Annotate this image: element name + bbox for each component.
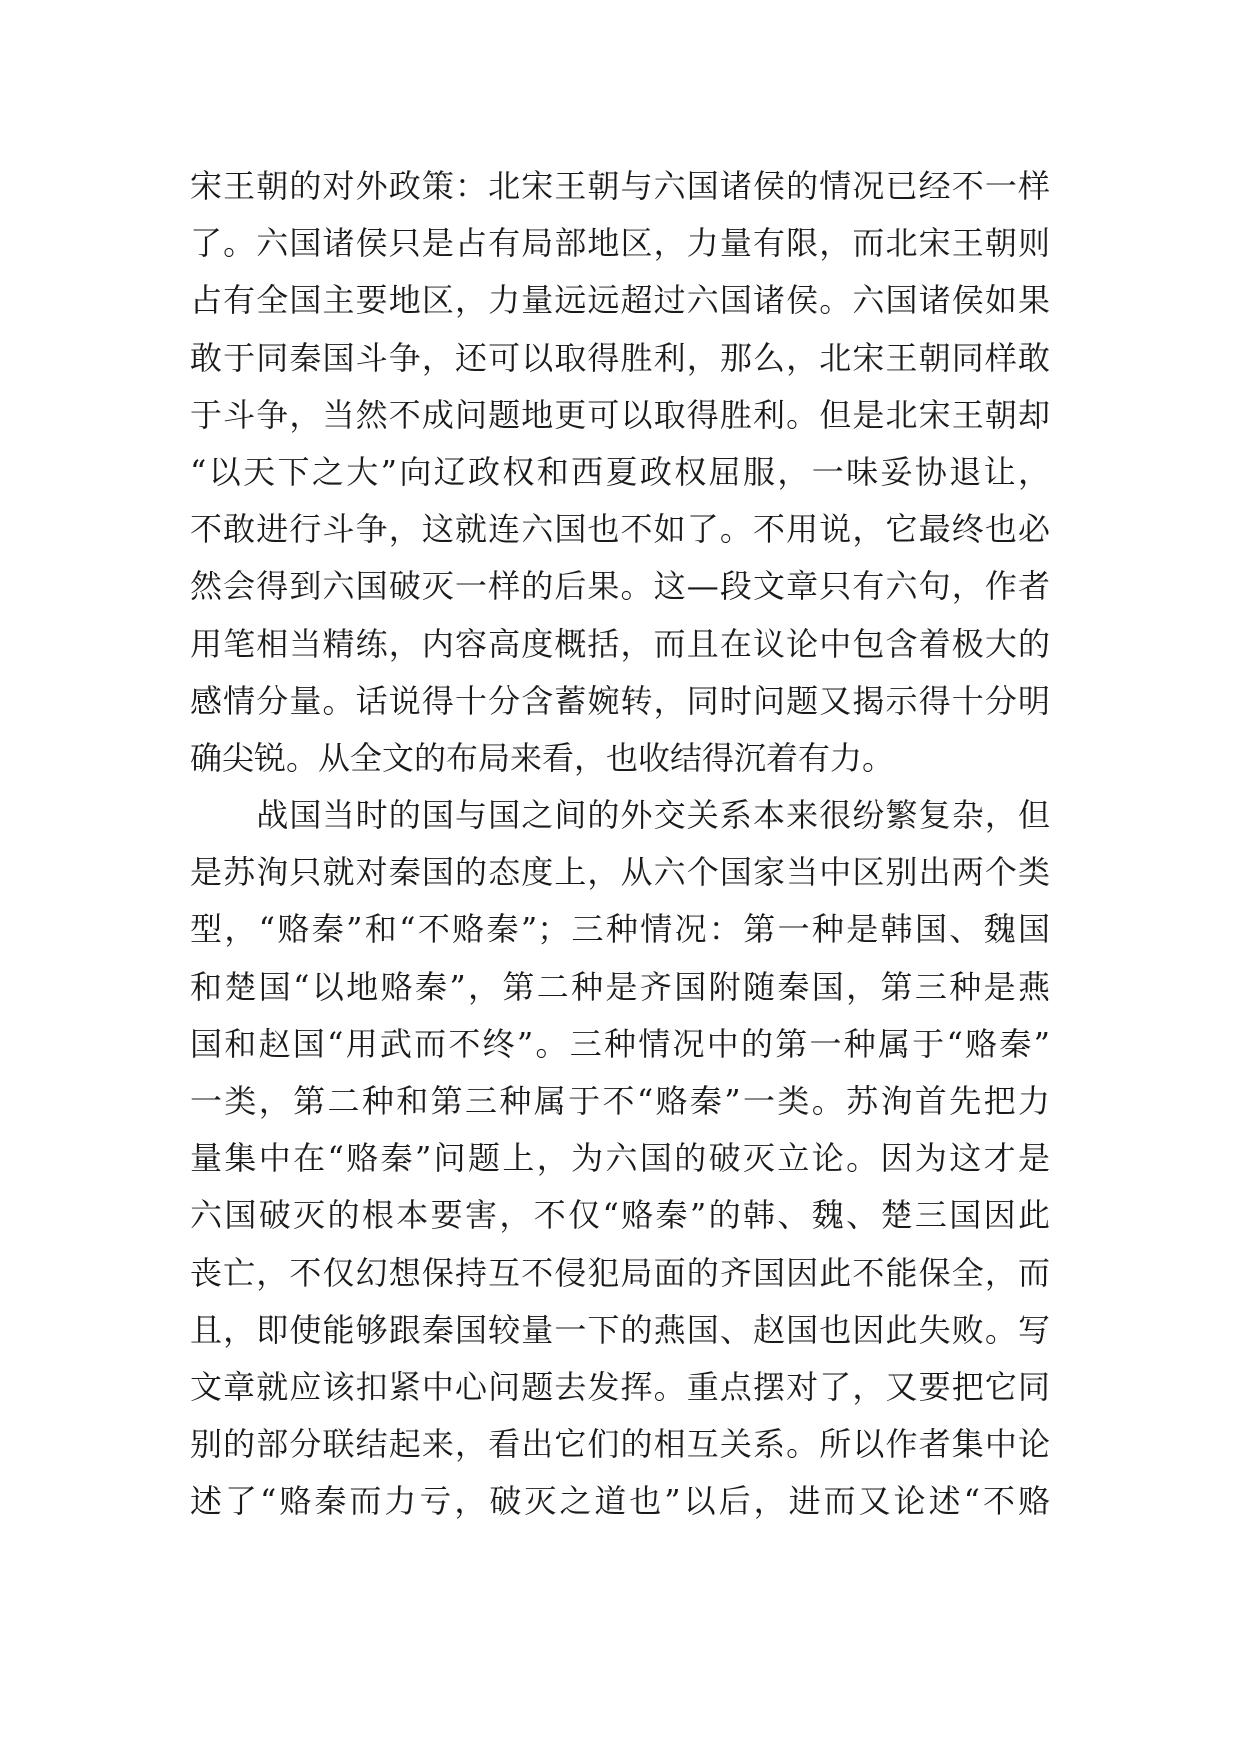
body-text	[190, 158, 1050, 1531]
text-line: 然会得到六国破灭一样的后果。这—段文章只有六句，作者	[190, 567, 1050, 606]
text-line: 六国破灭的根本要害，不仅“赂秦”的韩、魏、楚三国因此	[190, 1196, 1050, 1235]
text-line: 别的部分联结起来，看出它们的相互关系。所以作者集中论	[190, 1425, 1050, 1464]
paragraph-end-line: 确尖锐。从全文的布局来看，也收结得沉着有力。	[190, 738, 895, 777]
text-line: 感情分量。话说得十分含蓄婉转，同时问题又揭示得十分明	[190, 681, 1050, 720]
text-line: 是苏洵只就对秦国的态度上，从六个国家当中区别出两个类	[190, 853, 1050, 892]
text-line: 丧亡，不仅幻想保持互不侵犯局面的齐国因此不能保全，而	[190, 1253, 1050, 1292]
text-line: 于斗争，当然不成问题地更可以取得胜利。但是北宋王朝却	[190, 395, 1050, 434]
text-line: 敢于同秦国斗争，还可以取得胜利，那么，北宋王朝同样敢	[190, 338, 1050, 377]
text-line: 型，“赂秦”和“不赂秦”；三种情况：第一种是韩国、魏国	[190, 910, 1050, 949]
text-line: 用笔相当精练，内容高度概括，而且在议论中包含着极大的	[190, 624, 1050, 663]
text-line: 量集中在“赂秦”问题上，为六国的破灭立论。因为这才是	[190, 1139, 1050, 1178]
text-line: “以天下之大”向辽政权和西夏政权屈服，一味妥协退让，	[190, 452, 1050, 491]
text-line: 占有全国主要地区，力量远远超过六国诸侯。六国诸侯如果	[190, 281, 1050, 320]
text-line: 一类，第二种和第三种属于不“赂秦”一类。苏洵首先把力	[190, 1082, 1050, 1120]
text-line: 宋王朝的对外政策：北宋王朝与六国诸侯的情况已经不一样	[190, 167, 1050, 205]
text-line: 和楚国“以地赂秦”，第二种是齐国附随秦国，第三种是燕	[190, 967, 1050, 1006]
text-line: 述了“赂秦而力亏，破灭之道也”以后，进而又论述“不赂	[190, 1482, 1050, 1521]
text-line: 不敢进行斗争，这就连六国也不如了。不用说，它最终也必	[190, 510, 1050, 549]
text-line: 且，即使能够跟秦国较量一下的燕国、赵国也因此失败。写	[190, 1310, 1050, 1349]
text-line: 国和赵国“用武而不终”。三种情况中的第一种属于“赂秦”	[190, 1024, 1050, 1063]
paragraph-start-line: 战国当时的国与国之间的外交关系本来很纷繁复杂，但	[190, 796, 1050, 835]
text-line: 了。六国诸侯只是占有局部地区，力量有限，而北宋王朝则	[190, 224, 1050, 263]
text-line: 文章就应该扣紧中心问题去发挥。重点摆对了，又要把它同	[190, 1367, 1050, 1406]
